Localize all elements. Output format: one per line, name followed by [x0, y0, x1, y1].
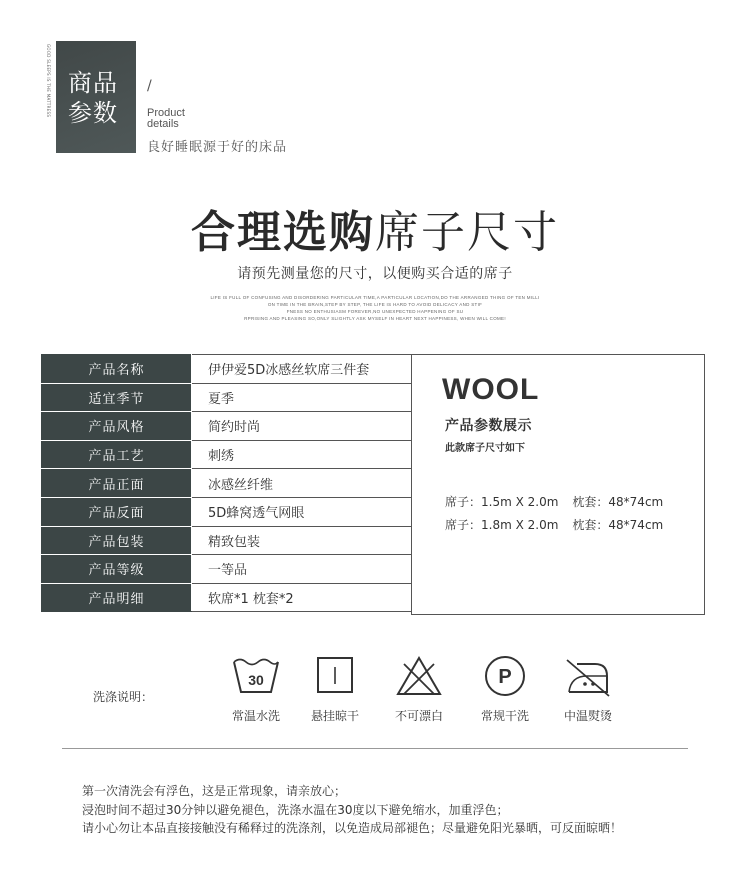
table-row	[42, 583, 412, 612]
slogan: 良好睡眠源于好的床品	[147, 140, 288, 155]
wash-label: 常温水洗	[231, 709, 280, 723]
spec-value: 伊伊爱5D冰感丝软席三件套	[192, 355, 412, 384]
vertical-tagline: GOOD SLEEPS IS THE MATTRESS	[46, 44, 51, 118]
wash-label: 不可漂白	[394, 709, 443, 723]
table-row	[42, 555, 412, 584]
section-badge	[56, 41, 136, 153]
spec-key: 适宜季节	[42, 383, 192, 412]
pillow-size: 枕套：48*74cm	[572, 518, 664, 532]
spec-value: 夏季	[192, 383, 412, 412]
spec-key: 产品正面	[42, 469, 192, 498]
wash-item	[460, 654, 550, 724]
wash-item	[290, 654, 380, 724]
decorative-english-text: LIFE IS FULL OF CONFUSING AND DISORDERING PARTICULAR TIME,A PARTICULAR LOCATION,DO THE ARRANGED THING OF TEN MILLI ON TIME IN THE BRAIN,STEP BY STEP, THE LIFE IS HARD TO AVOID DELICACY AND STIF FNESS NO ENTHUSIASM FOREVER,NO UNEXPECTED HAPPENING OF SU RPRISING AND PLEASING SO,ONLY SLIGHTLY ASK MYSELF IN HEART NEXT HAPPINESS, WHEN WILL COME!	[210, 295, 540, 321]
dry-clean-p-icon	[480, 654, 530, 698]
dry-clean-letter: P	[498, 666, 512, 688]
wash-temperature: 30	[248, 672, 264, 688]
wash-item	[211, 654, 301, 724]
badge-line-1: 商品	[68, 69, 118, 97]
wash-label: 常规干洗	[480, 709, 529, 723]
spec-table	[41, 354, 411, 612]
wash-item	[374, 654, 464, 724]
spec-key: 产品工艺	[42, 440, 192, 469]
care-notes	[82, 782, 622, 838]
pillow-size: 枕套：48*74cm	[572, 495, 664, 509]
badge-line-2: 参数	[68, 99, 118, 127]
spec-value: 简约时尚	[192, 412, 412, 441]
spec-key: 产品风格	[42, 412, 192, 441]
size-list	[445, 491, 663, 537]
table-row	[42, 440, 412, 469]
headline	[0, 196, 750, 260]
size-row	[445, 514, 663, 537]
mat-size: 席子：1.8m X 2.0m	[445, 518, 559, 532]
spec-value: 刺绣	[192, 440, 412, 469]
wash-30-icon	[231, 654, 281, 698]
size-panel	[411, 354, 705, 615]
spec-key: 产品名称	[42, 355, 192, 384]
slash-divider: /	[147, 78, 152, 94]
hang-dry-icon	[310, 654, 360, 698]
mat-size: 席子：1.5m X 2.0m	[445, 495, 559, 509]
wash-label: 悬挂晾干	[310, 709, 359, 723]
iron-medium-icon	[563, 654, 613, 698]
table-row	[42, 412, 412, 441]
spec-value: 软席*1 枕套*2	[192, 583, 412, 612]
spec-key: 产品明细	[42, 583, 192, 612]
washing-label: 洗涤说明：	[93, 690, 154, 704]
product-details-en: Product details	[147, 107, 185, 130]
spec-value: 精致包装	[192, 526, 412, 555]
headline-bold: 合理选购	[191, 207, 375, 258]
size-row	[445, 491, 663, 514]
spec-value: 5D蜂窝透气网眼	[192, 497, 412, 526]
spec-key: 产品反面	[42, 497, 192, 526]
panel-title: 产品参数展示	[445, 418, 532, 434]
spec-key: 产品包装	[42, 526, 192, 555]
headline-subtitle: 请预先测量您的尺寸，以便购买合适的席子	[237, 266, 513, 282]
no-bleach-icon	[394, 654, 444, 698]
table-row	[42, 383, 412, 412]
spec-value: 一等品	[192, 555, 412, 584]
brand-logo: WOOL	[442, 373, 540, 406]
table-row	[42, 497, 412, 526]
spec-value: 冰感丝纤维	[192, 469, 412, 498]
table-row	[42, 526, 412, 555]
table-row	[42, 355, 412, 384]
divider	[62, 748, 688, 749]
wash-label: 中温熨烫	[563, 709, 612, 723]
note-line: 浸泡时间不超过30分钟以避免褪色，洗涤水温在30度以下避免缩水，加重浮色；	[82, 802, 509, 817]
spec-key: 产品等级	[42, 555, 192, 584]
wash-item	[543, 654, 633, 724]
table-row	[42, 469, 412, 498]
note-line: 第一次清洗会有浮色，这是正常现象，请亲放心；	[82, 784, 347, 798]
note-line: 请小心勿让本品直接接触没有稀释过的洗涤剂，以免造成局部褪色；尽量避免阳光暴晒，可反面晾晒！	[82, 821, 623, 835]
panel-note: 此款席子尺寸如下	[445, 443, 525, 454]
headline-light: 席子尺寸	[375, 207, 559, 258]
